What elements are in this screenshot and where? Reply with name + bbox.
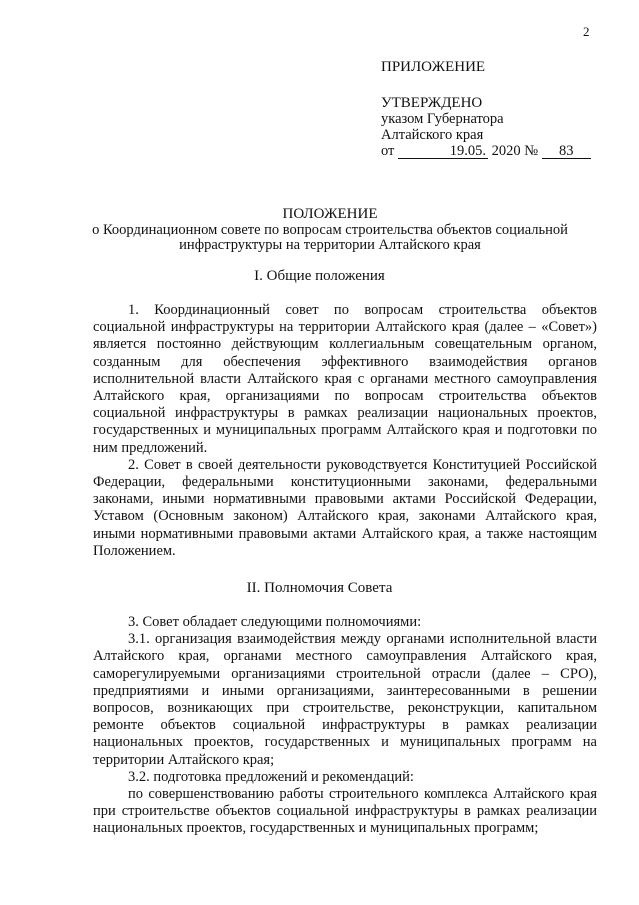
section-1-heading: I. Общие положения [254,268,385,284]
document-title-block [60,207,600,253]
paragraph-3-2: 3.2. подготовка предложений и рекомендаций: [128,768,414,785]
approval-block [381,59,591,159]
section-1-body [93,302,597,560]
decree-number: 83 [542,144,591,159]
decree-year: 2020 № [491,143,539,159]
document-subtitle-line-2: инфраструктуры на территории Алтайского края [179,237,481,253]
appendix-label: ПРИЛОЖЕНИЕ [381,59,486,75]
paragraph-3: 3. Совет обладает следующими полномочиями: [128,614,422,630]
date-prefix: от [381,143,395,159]
paragraph-1: 1. Координационный совет по вопросам строительства объектов социальной инфраструктуры на территории Алтайского края (далее – «Совет») является постоянно действующим коллегиальным совещательным органом, созданным для обеспечения эффективного взаимодействия органов исполнительной власти Алтайского края с органами местного самоуправления Алтайского края, организациями по вопросам строительства объектов социальной инфраструктуры в рамках реализации национальных проектов, государственных и муниципальных программ Алтайского края и подготовки по ним предложений. [93,302,597,456]
decree-date-line [381,143,591,159]
paragraph-2: 2. Совет в своей деятельности руководствуется Конституцией Российской Федерации, федеральными конституционными законами, федеральными законами, иными нормативными правовыми актами Российской Федерации, Уставом (Основным законом) Алтайского края, законами Алтайского края, иными нормативными правовыми актами Алтайского края, а также настоящим Положением. [93,456,597,559]
section-2-heading: II. Полномочия Совета [246,580,393,596]
document-title: ПОЛОЖЕНИЕ [282,206,378,222]
region-line: Алтайского края [381,127,484,143]
page-number: 2 [583,24,590,39]
decree-date: 19.05. [398,144,488,159]
approved-by-line: указом Губернатора [381,111,504,127]
document-subtitle-line-1: о Координационном совете по вопросам строительства объектов социальной [92,222,568,238]
section-2-body [93,614,597,838]
paragraph-3-2-item: по совершенствованию работы строительного комплекса Алтайского края при строительстве объектов социальной инфраструктуры в рамках реализации национальных проектов, государственных и муниципальных программ; [93,786,597,837]
approved-label: УТВЕРЖДЕНО [381,95,483,111]
paragraph-3-1: 3.1. организация взаимодействия между органами исполнительной власти Алтайского края, органами местного самоуправления Алтайского края, саморегулируемыми организациями строительной отрасли (далее – СРО), предприятиями и иными организациями, заинтересованными в решении вопросов, возникающих при строительстве, реконструкции, капитальном ремонте объектов социальной инфраструктуры в рамках реализации национальных проектов, государственных и муниципальных программ на территории Алтайского края; [93,631,597,768]
